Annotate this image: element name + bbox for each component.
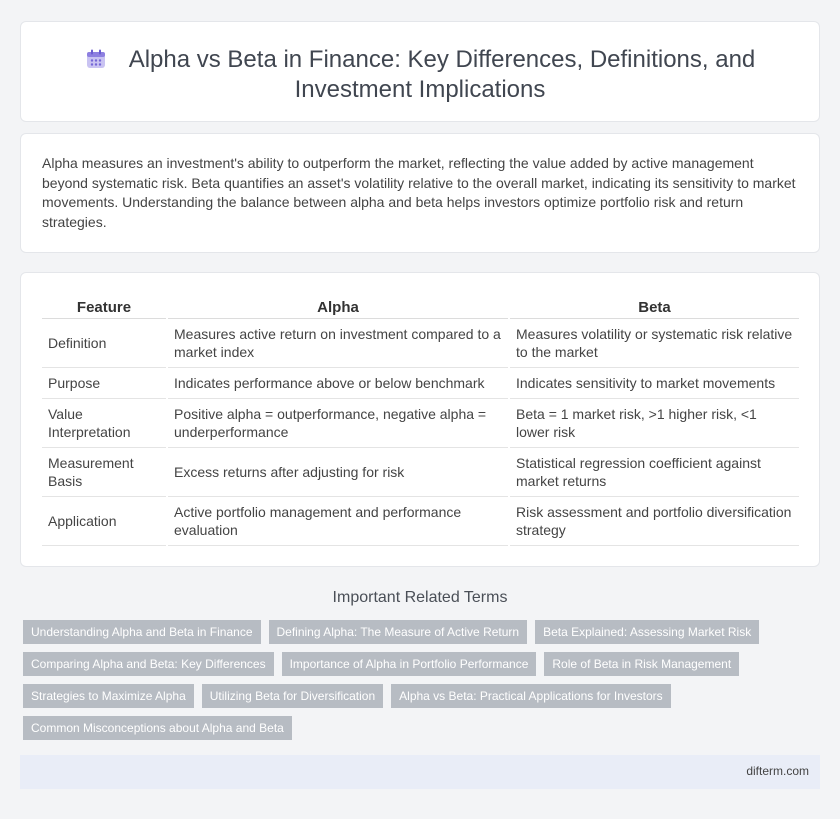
title-line-2: Investment Implications — [294, 76, 546, 103]
related-term-link[interactable]: Understanding Alpha and Beta in Finance — [23, 620, 261, 644]
related-term-link[interactable]: Role of Beta in Risk Management — [544, 652, 739, 676]
cell-beta: Risk assessment and portfolio diversification strategy — [509, 496, 799, 545]
cell-alpha: Indicates performance above or below benchmark — [167, 367, 509, 398]
cell-beta: Statistical regression coefficient against market returns — [509, 447, 799, 496]
header-feature: Feature — [42, 297, 167, 318]
cell-alpha: Active portfolio management and performance evaluation — [167, 496, 509, 545]
related-term-link[interactable]: Comparing Alpha and Beta: Key Differences — [23, 652, 274, 676]
cell-feature: Purpose — [42, 367, 167, 398]
related-term-link[interactable]: Importance of Alpha in Portfolio Performance — [282, 652, 537, 676]
footer — [20, 755, 820, 789]
calendar-icon — [85, 48, 107, 70]
cell-beta: Beta = 1 market risk, >1 higher risk, <1 lower risk — [509, 398, 799, 447]
cell-feature: Definition — [42, 318, 167, 367]
cell-alpha: Measures active return on investment compared to a market index — [167, 318, 509, 367]
related-term-link[interactable]: Utilizing Beta for Diversification — [202, 684, 383, 708]
related-terms-list — [23, 620, 803, 748]
related-term-link[interactable]: Strategies to Maximize Alpha — [23, 684, 194, 708]
footer-site-link[interactable]: difterm.com — [746, 764, 809, 778]
intro-card — [20, 133, 820, 253]
comparison-card — [20, 272, 820, 567]
cell-beta: Measures volatility or systematic risk relative to the market — [509, 318, 799, 367]
cell-feature: Value Interpretation — [42, 398, 167, 447]
intro-text: Alpha measures an investment's ability to outperform the market, reflecting the value added by active management beyond systematic risk. Beta quantifies an asset's volatility relative to the overall market, indicating its sensitivity to market movements. Understanding the balance between alpha and beta helps investors optimize portfolio risk and return strategies. — [42, 155, 796, 230]
table-row — [42, 447, 799, 496]
table-row — [42, 398, 799, 447]
comparison-table — [42, 297, 799, 546]
page-title — [21, 45, 819, 105]
cell-feature: Measurement Basis — [42, 447, 167, 496]
header-card — [20, 21, 820, 122]
table-row — [42, 367, 799, 398]
header-alpha: Alpha — [167, 297, 509, 318]
header-beta: Beta — [509, 297, 799, 318]
related-term-link[interactable]: Beta Explained: Assessing Market Risk — [535, 620, 759, 644]
cell-alpha: Excess returns after adjusting for risk — [167, 447, 509, 496]
related-term-link[interactable]: Defining Alpha: The Measure of Active Return — [269, 620, 528, 644]
related-terms-title: Important Related Terms — [332, 589, 508, 606]
cell-beta: Indicates sensitivity to market movements — [509, 367, 799, 398]
related-term-link[interactable]: Common Misconceptions about Alpha and Beta — [23, 716, 292, 740]
related-term-link[interactable]: Alpha vs Beta: Practical Applications for Investors — [391, 684, 670, 708]
table-row — [42, 496, 799, 545]
table-header-row — [42, 297, 799, 318]
title-line-1: Alpha vs Beta in Finance: Key Differences, Definitions, and — [128, 46, 756, 73]
cell-feature: Application — [42, 496, 167, 545]
cell-alpha: Positive alpha = outperformance, negative alpha = underperformance — [167, 398, 509, 447]
table-row — [42, 318, 799, 367]
